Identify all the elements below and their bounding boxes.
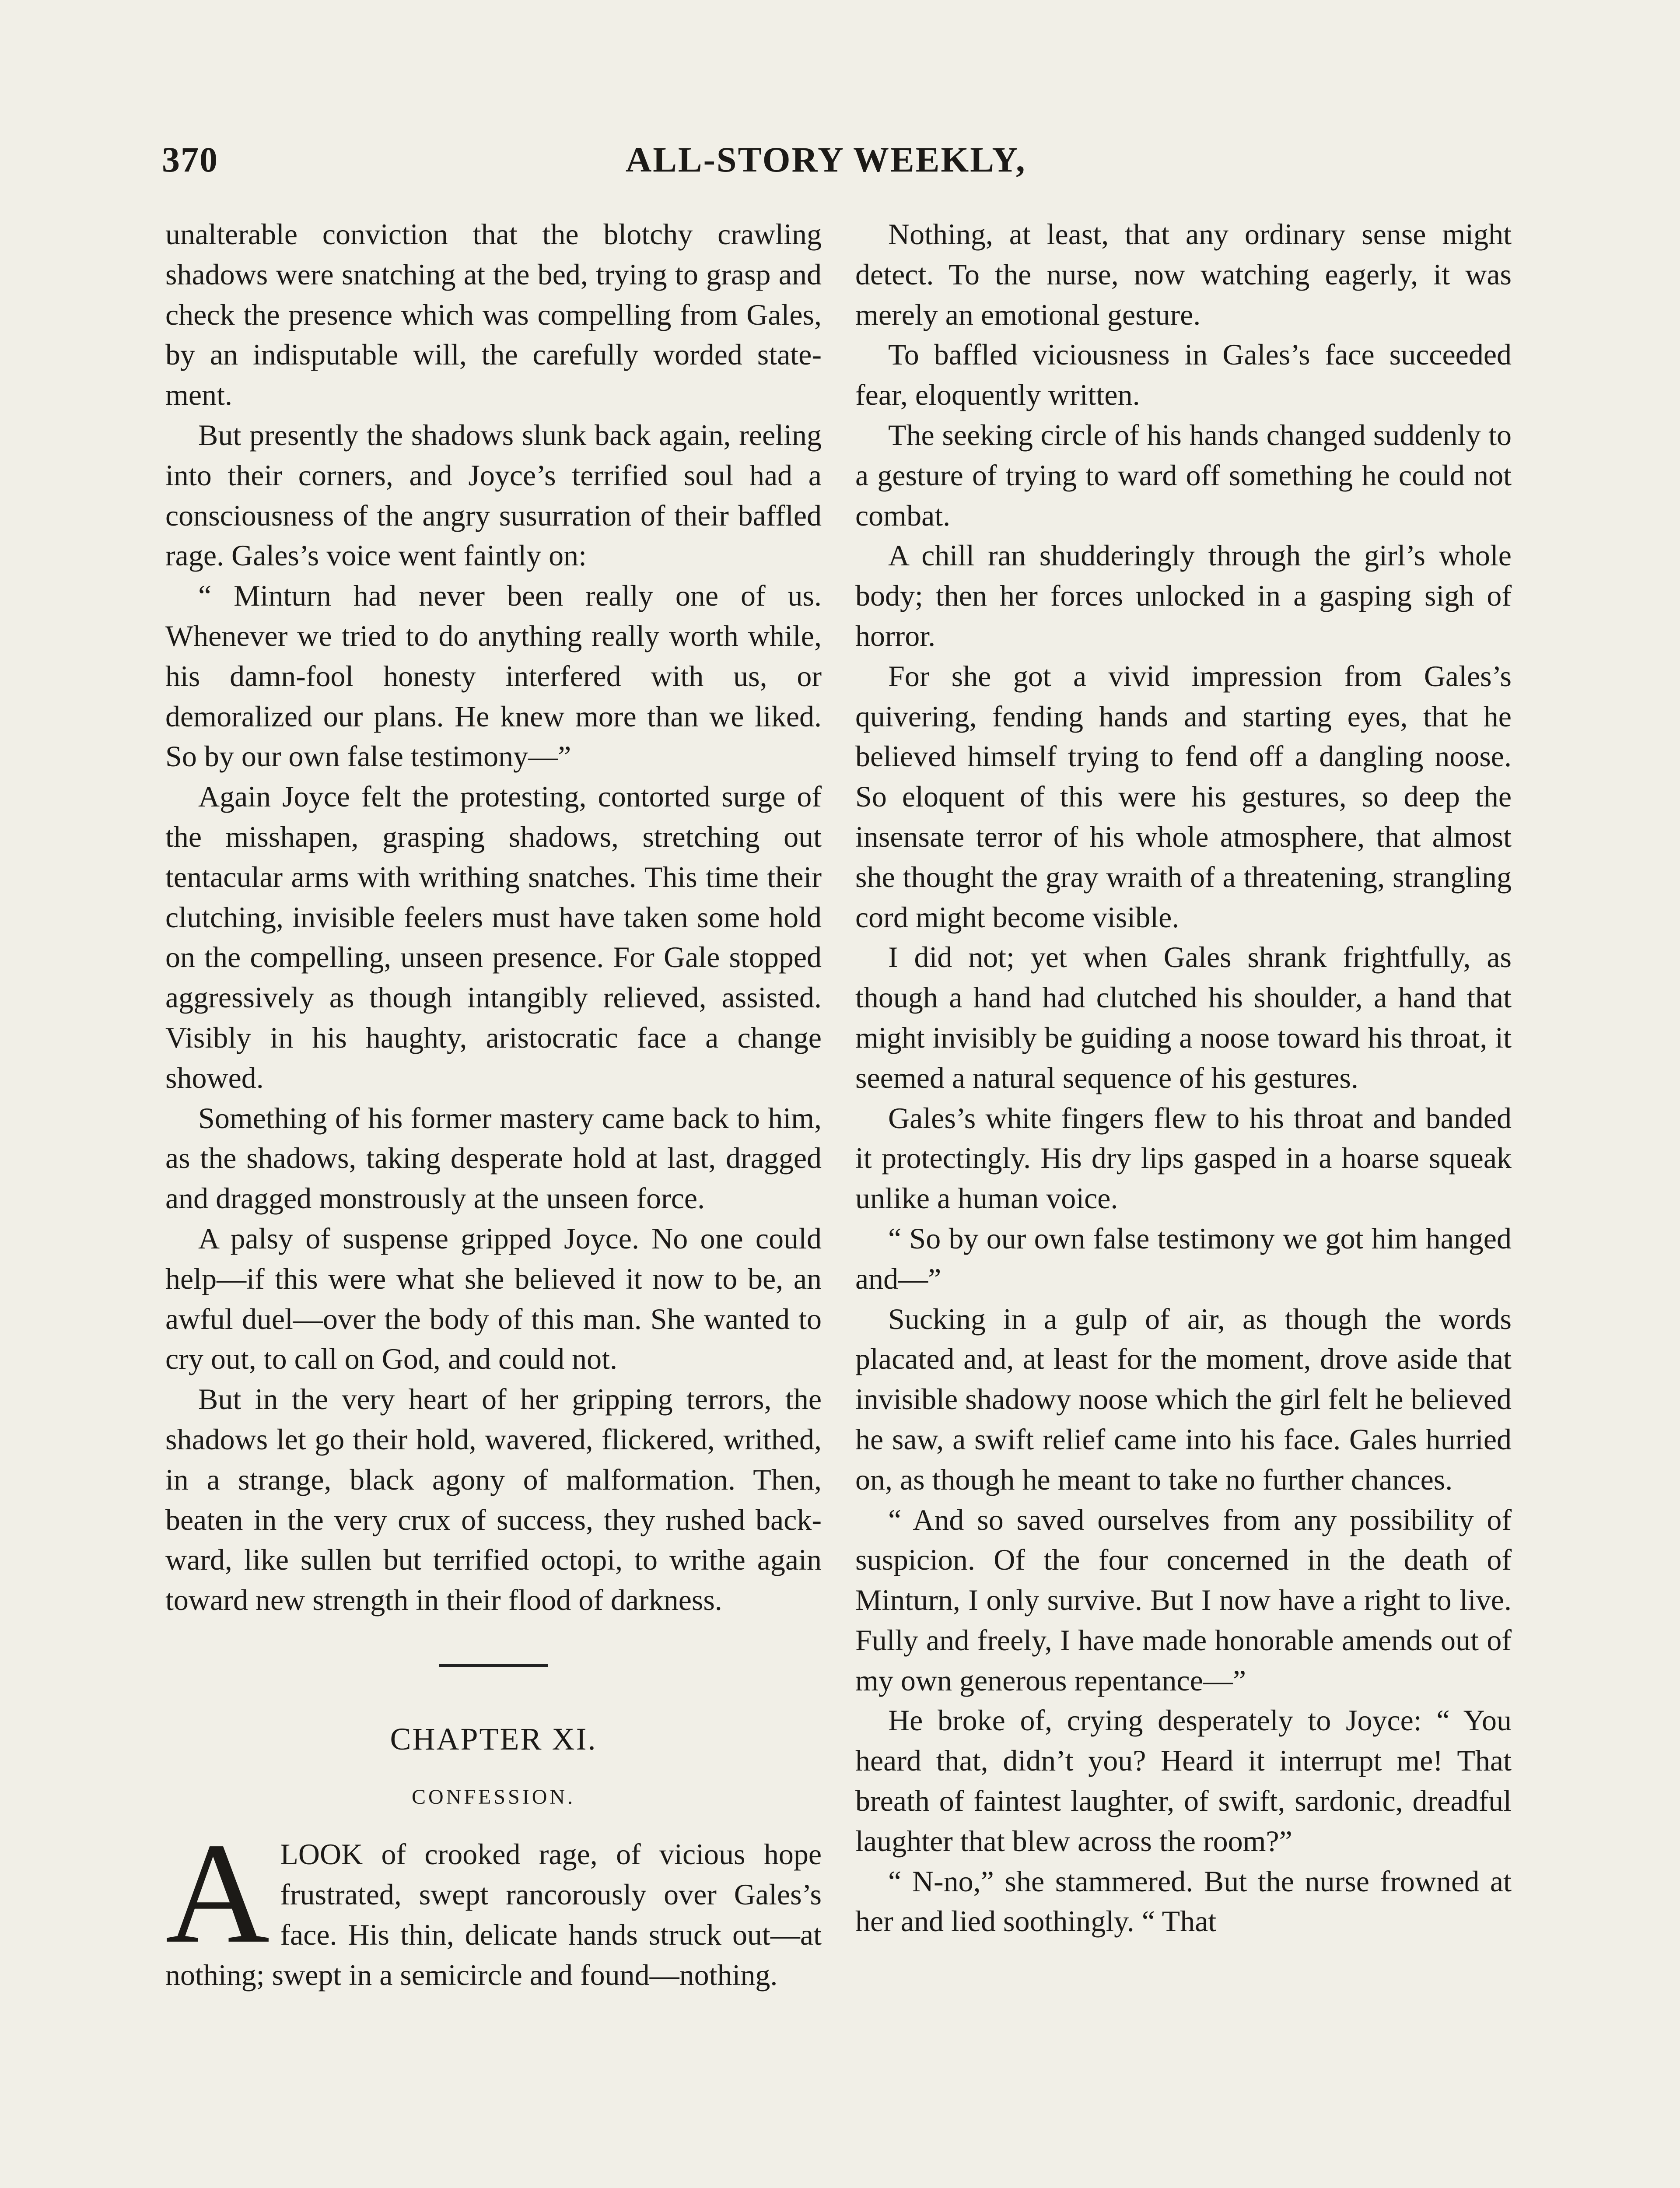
paragraph: “ Minturn had never been really one of us. Whenever we tried to do anything really worth while, his damn-fool honesty interfered with us, or demoralized our plans. He knew more than we liked. So by our own false testimony—” bbox=[165, 579, 822, 773]
paragraph: For she got a vivid impression from Gales’s quivering, fending hands and starting eyes, that he believed himself trying to fend off a dangling noose. So eloquent of this were his gestures, so deep the insensate terror of his whole atmosphere, that almost she thought the gray wraith of a threatening, strangling cord might become visible. bbox=[855, 659, 1512, 934]
chapter-opening-text: LOOK of crooked rage, of vicious hope frustrated, swept rancorously over Gales’s face. His thin, delicate hands struck out—at nothing; swept in a semicircle and found—nothing. bbox=[165, 1837, 822, 1992]
page-number: 370 bbox=[162, 140, 218, 179]
paragraph: Gales’s white fingers flew to his throat and banded it protectingly. His dry lips gasped in a hoarse squeak unlike a human voice. bbox=[855, 1101, 1512, 1215]
chapter-opening-paragraph bbox=[165, 1813, 822, 1995]
paragraph: A palsy of suspense gripped Joyce. No one could help—if this were what she believed it now to be, an awful duel—over the body of this man. She wanted to cry out, to call on God, and could not. bbox=[165, 1221, 822, 1376]
paragraph: He broke of, crying desperately to Joyce: “ You heard that, didn’t you? Heard it interrupt me! That breath of faintest laughter, of swift, sardonic, dreadful laughter that blew across the room?” bbox=[855, 1704, 1512, 1858]
paragraph: “ N-no,” she stammered. But the nurse frowned at her and lied soothingly. “ That bbox=[855, 1864, 1512, 1938]
paragraph: “ So by our own false testimony we got him hanged and—” bbox=[855, 1221, 1512, 1295]
paragraph: Nothing, at least, that any ordinary sense might detect. To the nurse, now watching eagerly, it was merely an emotional gesture. bbox=[855, 217, 1512, 331]
right-column bbox=[855, 214, 1512, 1942]
paragraph: I did not; yet when Gales shrank frightfully, as though a hand had clutched his shoulder, a hand that might invisibly be guiding a noose toward his throat, it seemed a natural sequence of his gestures. bbox=[855, 940, 1512, 1094]
chapter-divider-rule bbox=[439, 1664, 548, 1667]
chapter-title: CONFESSION. bbox=[411, 1785, 576, 1809]
drop-cap: A bbox=[165, 1813, 270, 1974]
paragraph: But in the very heart of her gripping terrors, the shadows let go their hold, wavered, flickered, writhed, in a strange, black agony of malformation. Then, beaten in the very crux of success, they rushed backward, like sullen but terrified octopi, to writhe again toward new strength in their flood of darkness. bbox=[165, 1382, 822, 1617]
left-column bbox=[165, 214, 822, 1995]
paragraph: But presently the shadows slunk back again, reeling into their corners, and Joyce’s terrified soul had a consciousness of the angry susurration of their baffled rage. Gales’s voice went faintly on: bbox=[165, 418, 822, 572]
running-title: ALL-STORY WEEKLY, bbox=[626, 140, 1026, 179]
paragraph: “ And so saved ourselves from any possibility of suspicion. Of the four concerned in the death of Minturn, I only survive. But I now have a right to live. Fully and freely, I have made honorable amends out of my own generous repentance—” bbox=[855, 1503, 1512, 1697]
chapter-heading: CHAPTER XI. bbox=[390, 1721, 597, 1757]
paragraph: Again Joyce felt the protesting, contorted surge of the misshapen, grasping shadows, stretching out tentacular arms with writhing snatches. This time their clutching, invisible feelers must have taken some hold on the compelling, unseen presence. For Gale stopped aggressively as though intangibly relieved, assisted. Visibly in his haughty, aristocratic face a change showed. bbox=[165, 780, 822, 1094]
paragraph: To baffled viciousness in Gales’s face succeeded fear, eloquently written. bbox=[855, 338, 1512, 412]
paragraph: The seeking circle of his hands changed suddenly to a gesture of trying to ward off something he could not combat. bbox=[855, 418, 1512, 532]
page-header bbox=[162, 139, 1527, 187]
paragraph: A chill ran shudderingly through the girl’s whole body; then her forces unlocked in a gasping sigh of horror. bbox=[855, 539, 1512, 652]
paragraph: Something of his former mastery came back to him, as the shadows, taking desperate hold at last, dragged and dragged monstrously at the unseen force. bbox=[165, 1101, 822, 1215]
paragraph: Sucking in a gulp of air, as though the words placated and, at least for the moment, drove aside that invisible shadowy noose which the girl felt he believed he saw, a swift relief came into his face. Gales hurried on, as though he meant to take no further chances. bbox=[855, 1302, 1512, 1496]
paragraph: unalterable conviction that the blotchy crawling shadows were snatching at the bed, trying to grasp and check the presence which was compelling from Gales, by an indisputable will, the carefully worded statement. bbox=[165, 217, 822, 412]
